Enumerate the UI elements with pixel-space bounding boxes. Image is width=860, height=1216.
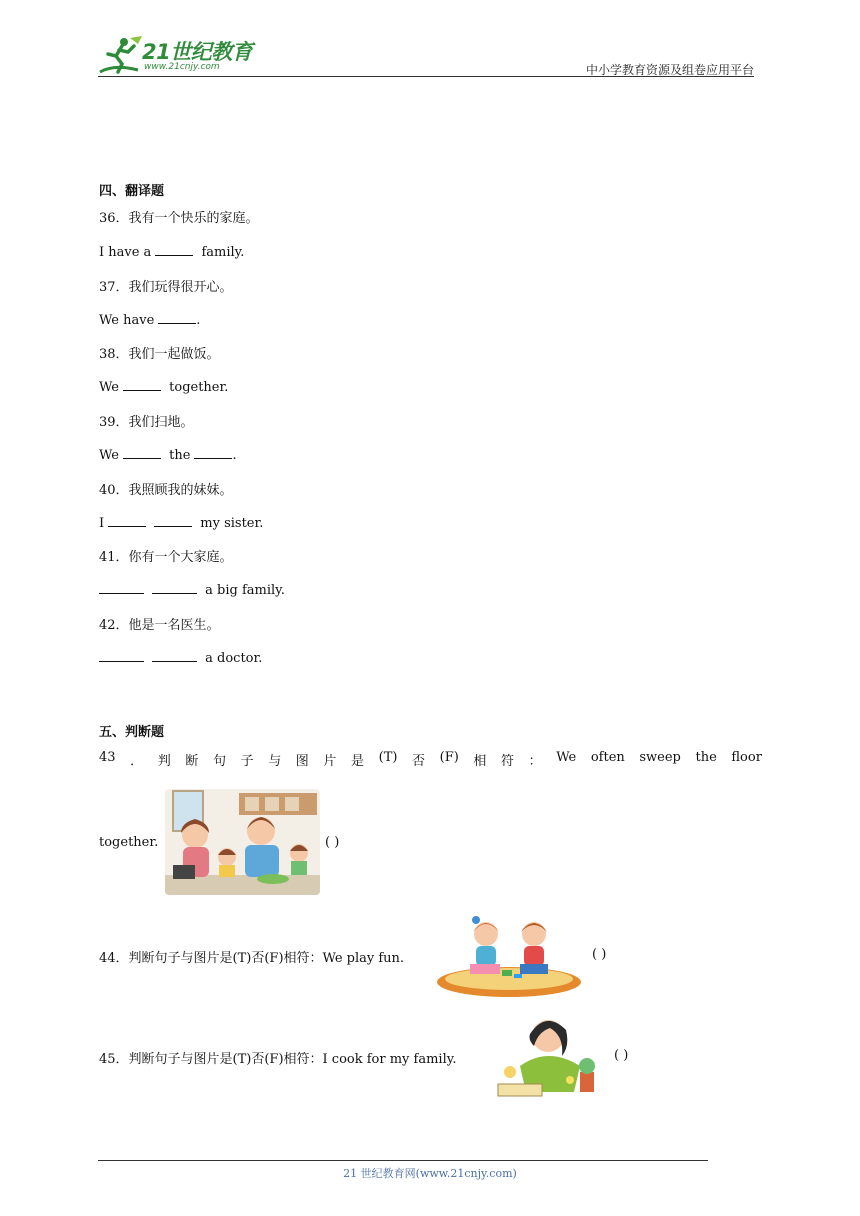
question-43-word: 与 <box>268 754 282 769</box>
platform-title: 中小学教育资源及组卷应用平台 <box>585 63 754 77</box>
question-36-en: I have a family. <box>99 245 245 260</box>
kids-playing-sandbox-image <box>434 912 584 1000</box>
question-42-cn: 42．他是一名医生。 <box>99 618 220 633</box>
question-43-word: 句 <box>212 754 226 769</box>
answer-blank[interactable] <box>152 649 197 662</box>
answer-blank[interactable] <box>154 514 192 527</box>
header-divider <box>98 76 754 77</box>
answer-paren-43[interactable]: ( ) <box>325 835 340 850</box>
question-43-word: floor <box>731 750 762 765</box>
question-37-cn: 37．我们玩得很开心。 <box>99 280 233 295</box>
answer-blank[interactable] <box>99 649 144 662</box>
logo-url: www.21cnjy.com <box>144 62 220 72</box>
question-43-word: 43 <box>99 750 116 765</box>
answer-blank[interactable] <box>152 581 197 594</box>
answer-paren-45[interactable]: ( ) <box>614 1048 629 1063</box>
runner-logo-icon <box>94 34 144 76</box>
question-44-text: 44．判断句子与图片是(T)否(F)相符：We play fun. <box>99 951 405 966</box>
question-39-en: We the . <box>99 448 237 463</box>
answer-blank[interactable] <box>99 581 144 594</box>
question-43-word: ： <box>528 754 542 769</box>
question-43-word: ． <box>130 754 144 769</box>
question-40-en: I my sister. <box>99 516 264 531</box>
question-43-word: the <box>695 750 717 765</box>
question-43-word: 是 <box>351 754 365 769</box>
question-41-cn: 41．你有一个大家庭。 <box>99 550 233 565</box>
family-cooking-image <box>165 789 320 895</box>
question-38-cn: 38．我们一起做饭。 <box>99 347 220 362</box>
question-43-word: (F) <box>439 750 459 765</box>
answer-blank[interactable] <box>108 514 146 527</box>
question-43-word: (T) <box>378 750 398 765</box>
footer-text: 21 世纪教育网(www.21cnjy.com) <box>343 1167 517 1180</box>
answer-blank[interactable] <box>123 378 161 391</box>
answer-paren-44[interactable]: ( ) <box>592 947 607 962</box>
question-40-cn: 40．我照顾我的妹妹。 <box>99 483 233 498</box>
question-43-word: 相 <box>473 754 487 769</box>
answer-blank[interactable] <box>194 446 232 459</box>
logo-text: 21世纪教育 <box>142 40 253 64</box>
question-39-cn: 39．我们扫地。 <box>99 415 194 430</box>
question-43-word: 子 <box>240 754 254 769</box>
question-43-word: 断 <box>185 754 199 769</box>
question-41-en: a big family. <box>99 581 285 598</box>
question-36-cn: 36．我有一个快乐的家庭。 <box>99 211 259 226</box>
answer-blank[interactable] <box>158 311 196 324</box>
section-title-translate: 四、翻译题 <box>99 184 165 199</box>
question-43-word: 否 <box>412 754 426 769</box>
question-43-word: 判 <box>157 754 171 769</box>
answer-blank[interactable] <box>155 243 193 256</box>
answer-blank[interactable] <box>123 446 161 459</box>
footer-divider <box>98 1160 708 1161</box>
question-43-word: 图 <box>295 754 309 769</box>
question-43-word: We <box>556 750 577 765</box>
girl-cooking-image <box>490 1006 608 1102</box>
question-43-word: 符 <box>501 754 515 769</box>
question-38-en: We together. <box>99 380 229 395</box>
question-43-word: often <box>590 750 625 765</box>
section-title-judge: 五、判断题 <box>99 725 165 740</box>
question-43-tail: together. <box>99 835 159 850</box>
question-45-text: 45．判断句子与图片是(T)否(F)相符：I cook for my family. <box>99 1052 457 1067</box>
question-37-en: We have . <box>99 313 201 328</box>
question-42-en: a doctor. <box>99 649 262 666</box>
question-43-word: sweep <box>639 750 681 765</box>
question-43-text <box>99 750 762 769</box>
question-43-word: 片 <box>323 754 337 769</box>
